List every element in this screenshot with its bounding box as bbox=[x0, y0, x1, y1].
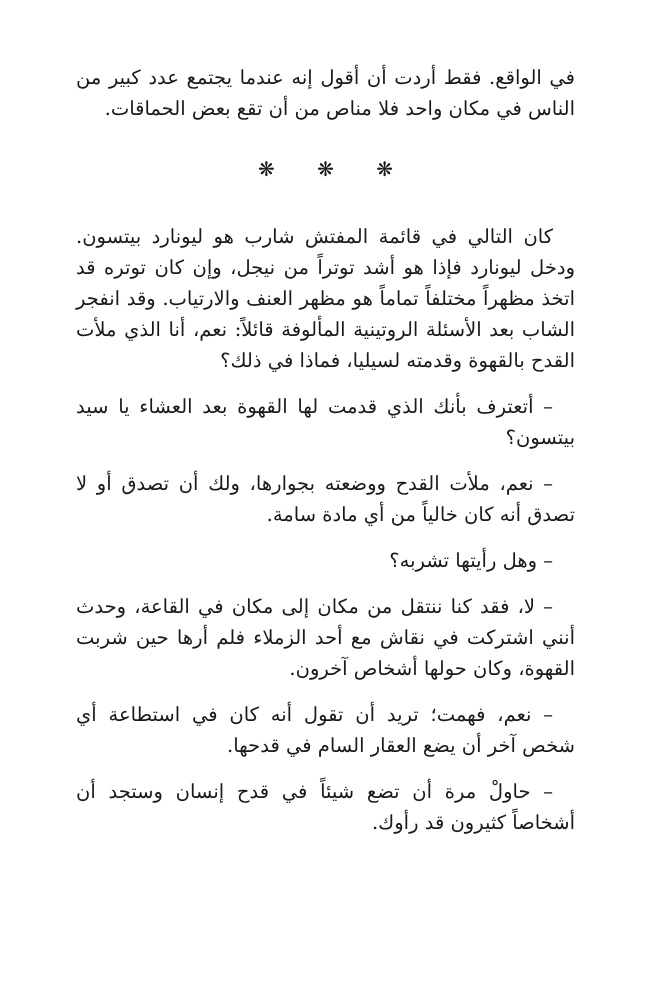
section-separator: ❋ ❋ ❋ bbox=[258, 157, 411, 181]
dialogue-line: – لا، فقد كنا ننتقل من مكان إلى مكان في القاعة، وحدث أنني اشتركت في نقاش مع أحد الزملاء فلم أرها حين شربت القهوة، وكان حولها أشخاص آخرون. bbox=[76, 595, 575, 680]
dialogue-line: – أتعترف بأنك الذي قدمت لها القهوة بعد العشاء يا سيد بيتسون؟ bbox=[76, 395, 575, 449]
dialogue-line: – نعم، فهمت؛ تريد أن تقول أنه كان في استطاعة أي شخص آخر أن يضع العقار السام في قدحها. bbox=[76, 703, 575, 757]
dialogue-line: – نعم، ملأت القدح ووضعته بجوارها، ولك أن تصدق أو لا تصدق أنه كان خالياً من أي مادة سامة. bbox=[76, 472, 575, 526]
paragraph-intro: في الواقع. فقط أردت أن أقول إنه عندما يجتمع عدد كبير من الناس في مكان واحد فلا مناص من أن تقع بعض الحماقات. bbox=[76, 66, 575, 120]
dialogue-line: – وهل رأيتها تشربه؟ bbox=[389, 549, 553, 572]
dialogue-line: – حاولْ مرة أن تضع شيئاً في قدح إنسان وستجد أن أشخاصاً كثيرون قد رأوك. bbox=[76, 780, 575, 834]
paragraph-narration: كان التالي في قائمة المفتش شارب هو ليونارد بيتسون. ودخل ليونارد فإذا هو أشد توتراً من نيجل، وإن كان توتره قد اتخذ مظهراً مختلفاً تماماً هو مظهر العنف والارتياب. وقد انفجر الشاب بعد الأسئلة الروتينية المألوفة قائلاً: نعم، أنا الذي ملأت القدح بالقهوة وقدمته لسيليا، فماذا في ذلك؟ bbox=[76, 225, 575, 372]
